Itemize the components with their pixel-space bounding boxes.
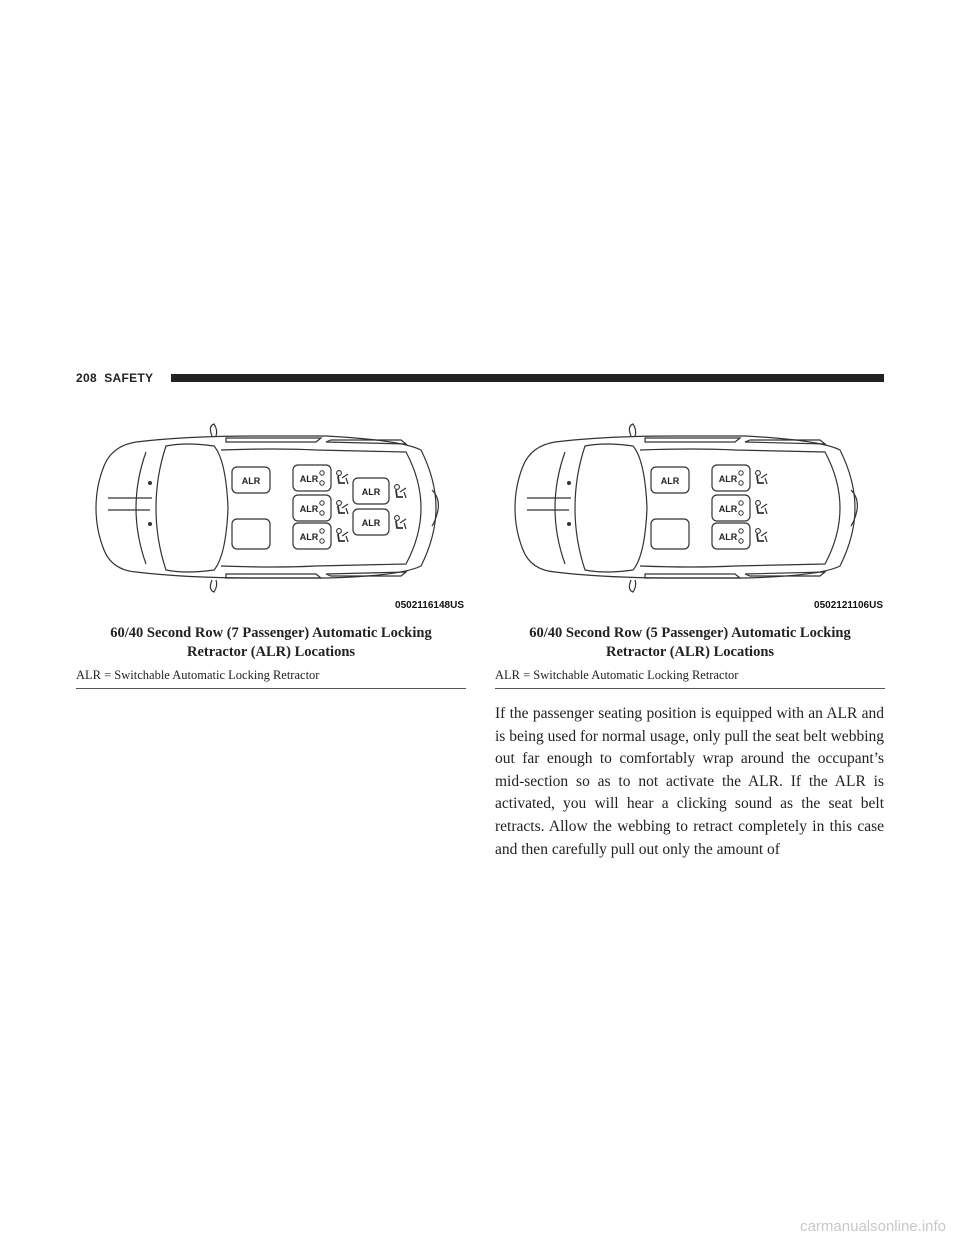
alr-label: ALR <box>299 474 319 484</box>
page-header <box>76 370 884 386</box>
alr-label: ALR <box>718 504 738 514</box>
alr-label: ALR <box>299 532 319 542</box>
figure-7-passenger <box>76 420 466 682</box>
figure-5-passenger <box>495 420 885 682</box>
alr-label: ALR <box>361 487 381 497</box>
header-rule <box>171 374 884 382</box>
figure-id: 0502121106US <box>814 600 883 611</box>
vehicle-top-view-7-passenger <box>76 420 466 600</box>
vehicle-top-view-5-passenger <box>495 420 885 600</box>
alr-label: ALR <box>718 532 738 542</box>
alr-label: ALR <box>299 504 319 514</box>
figure-legend: ALR = Switchable Automatic Locking Retractor <box>495 668 885 689</box>
page-number-section: 208 SAFETY <box>76 371 154 385</box>
alr-label: ALR <box>361 518 381 528</box>
watermark-footer: carmanualsonline.info <box>800 1218 946 1235</box>
alr-label: ALR <box>241 476 261 486</box>
figure-legend: ALR = Switchable Automatic Locking Retractor <box>76 668 466 689</box>
figure-id: 0502116148US <box>395 600 464 611</box>
alr-label: ALR <box>660 476 680 486</box>
body-paragraph: If the passenger seating position is equipped with an ALR and is being used for normal usage, only pull the seat belt webbing out far enough to comfortably wrap around the occupant’s mid-section so as to not activate the ALR. If the ALR is activated, you will hear a clicking sound as the seat belt retracts. Allow the webbing to retract completely in this case and then carefully pull out only the amount of <box>495 705 884 858</box>
alr-label: ALR <box>718 474 738 484</box>
seat-belt-retractor-icon <box>337 471 406 542</box>
figure-caption: 60/40 Second Row (5 Passenger) Automatic Locking Retractor (ALR) Locations <box>529 625 851 660</box>
figure-caption: 60/40 Second Row (7 Passenger) Automatic Locking Retractor (ALR) Locations <box>110 625 432 660</box>
seat-belt-retractor-icon <box>756 471 767 542</box>
